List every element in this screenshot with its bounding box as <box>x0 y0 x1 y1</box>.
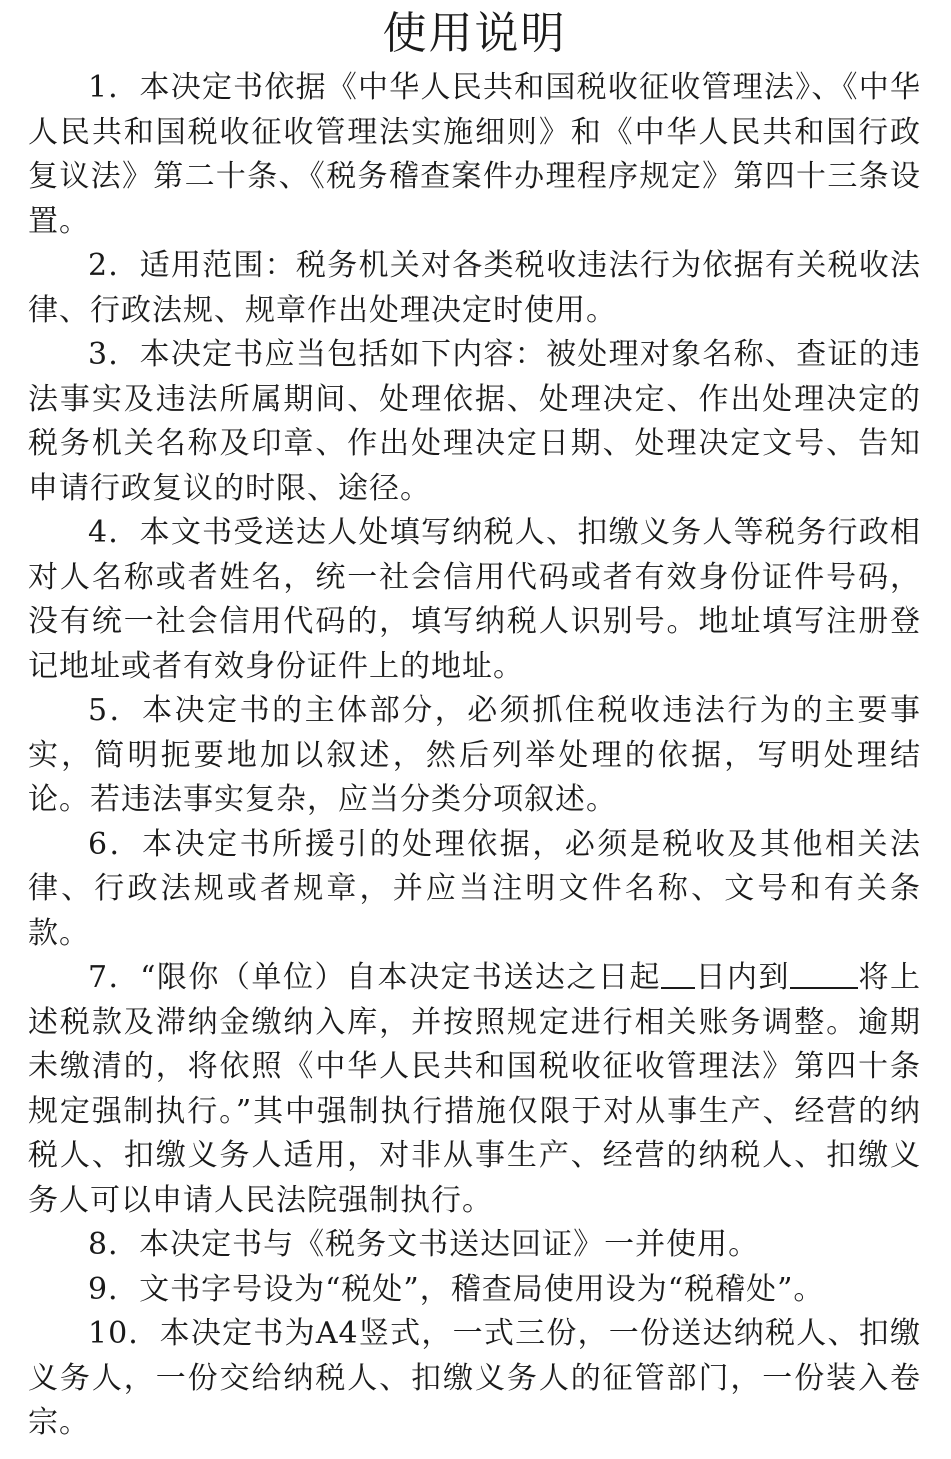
item-7-text-start: 7．“限你（单位）自本决定书送达之日起 <box>88 960 661 995</box>
instruction-item-8: 8．本决定书与《税务文书送达回证》一并使用。 <box>88 1227 760 1262</box>
days-blank <box>661 959 695 989</box>
instruction-item-9: 9．文书字号设为“税处”，稽查局使用设为“税稽处”。 <box>88 1271 825 1307</box>
item-7-text-end: 将上述税款及滞纳金缴纳入库，并按照规定进行相关账务调整。逾期未缴清的，将依照《中华人民共和国税收征收管理法》第四十条规定强制执行。”其中强制执行措施仅限于对从事生产、经营的纳税人、扣缴义务人适用，对非从事生产、经营的纳税人、扣缴义务人可以申请人民法院强制执行。 <box>28 960 922 1218</box>
item-7-text-middle: 日内到 <box>694 960 790 995</box>
document-page <box>28 6 921 1446</box>
instruction-item-10: 10．本决定书为A4竖式，一式三份，一份送达纳税人、扣缴义务人，一份交给纳税人、扣缴义务人的征管部门，一份装入卷宗。 <box>28 1316 921 1440</box>
page-title: 使用说明 <box>382 8 567 59</box>
instruction-item-1: 1．本决定书依据《中华人民共和国税收征收管理法》、《中华人民共和国税收征收管理法实施细则》和《中华人民共和国行政复议法》第二十条、《税务稽查案件办理程序规定》第四十三条设置。 <box>28 70 921 239</box>
instruction-item-3: 3．本决定书应当包括如下内容：被处理对象名称、查证的违法事实及违法所属期间、处理依据、处理决定、作出处理决定的税务机关名称及印章、作出处理决定日期、处理决定文号、告知申请行政复议的时限、途径。 <box>28 337 921 506</box>
instruction-item-6: 6．本决定书所援引的处理依据，必须是税收及其他相关法律、行政法规或者规章，并应当注明文件名称、文号和有关条款。 <box>28 826 921 951</box>
instruction-item-4: 4．本文书受送达人处填写纳税人、扣缴义务人等税务行政相对人名称或者姓名，统一社会信用代码或者有效身份证件号码，没有统一社会信用代码的，填写纳税人识别号。地址填写注册登记地址或者有效身份证件上的地址。 <box>28 515 921 684</box>
instruction-item-7 <box>28 956 921 1223</box>
place-blank <box>790 959 858 989</box>
instruction-item-5: 5．本决定书的主体部分，必须抓住税收违法行为的主要事实，简明扼要地加以叙述，然后列举处理的依据，写明处理结论。若违法事实复杂，应当分类分项叙述。 <box>28 693 921 817</box>
instruction-item-2: 2．适用范围：税务机关对各类税收违法行为依据有关税收法律、行政法规、规章作出处理决定时使用。 <box>28 248 921 328</box>
